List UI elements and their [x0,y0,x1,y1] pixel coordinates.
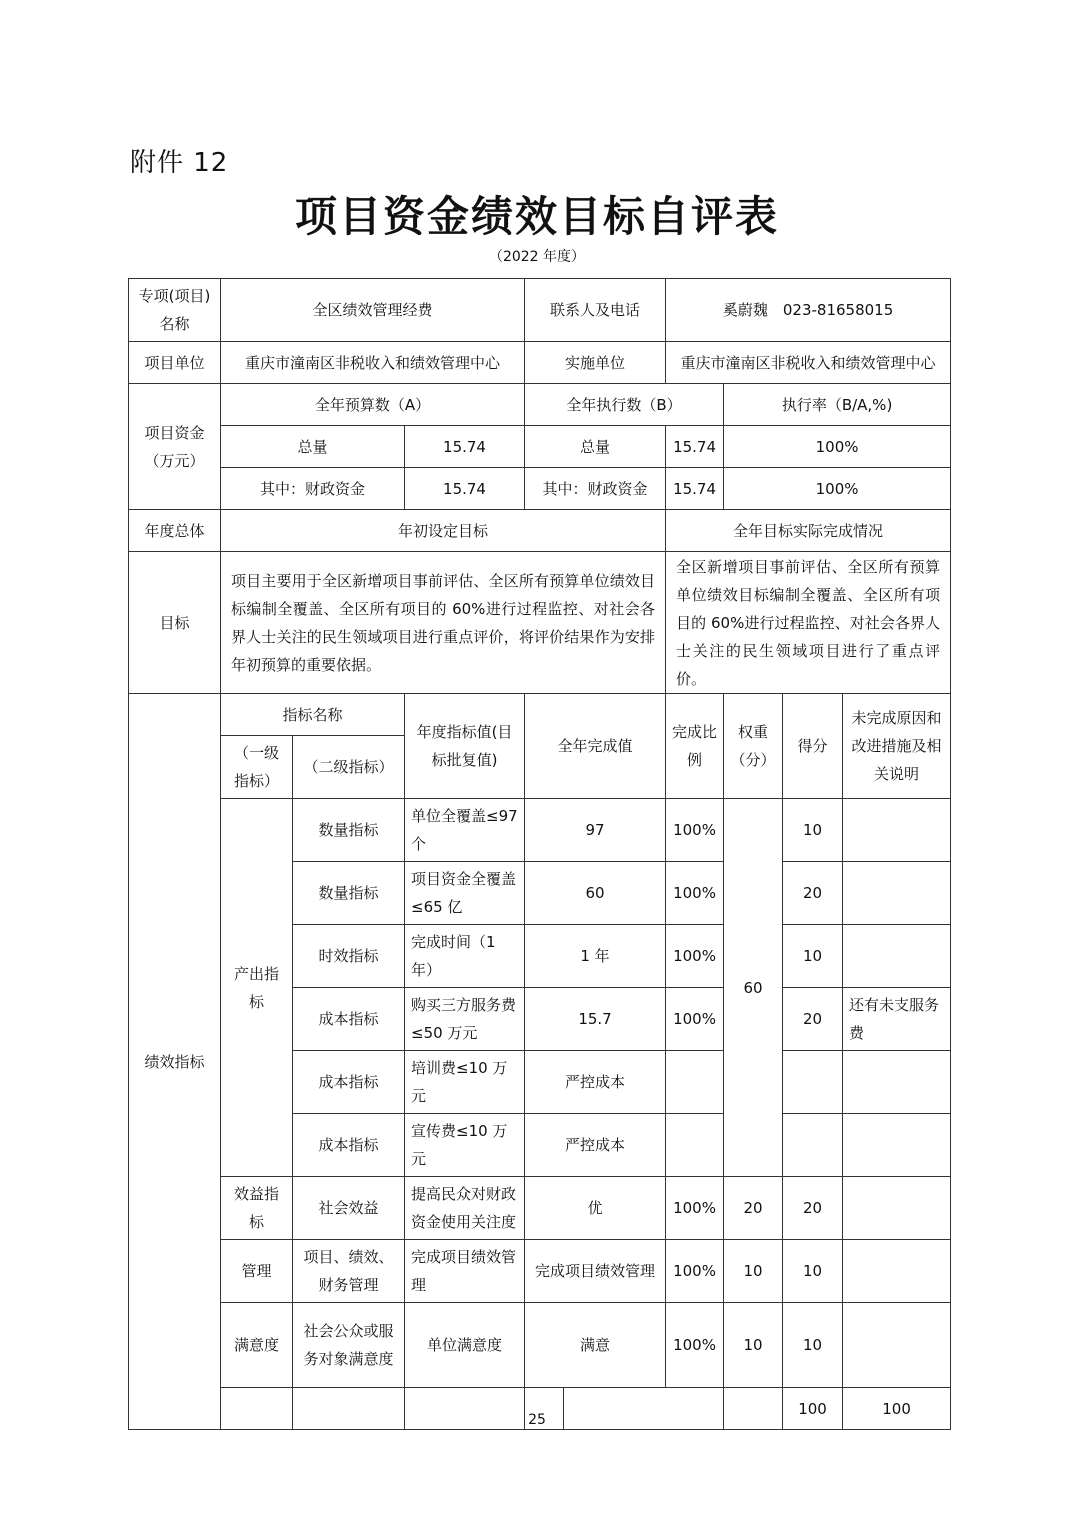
ratio-cell [666,1051,724,1114]
indicator-name-header: 指标名称 [221,694,405,736]
table-row [129,510,951,552]
target-cell: 项目资金全覆盖≤65 亿 [405,862,525,925]
level2-cell: 社会效益 [293,1177,405,1240]
target-cell: 完成项目绩效管理 [405,1240,525,1303]
level2-cell: 时效指标 [293,925,405,988]
ratio-cell: 100% [666,1240,724,1303]
value-cell: 15.7 [525,988,666,1051]
level2-cell: 社会公众或服务对象满意度 [293,1303,405,1388]
budget-header: 全年预算数（A） [221,384,525,426]
value-cell: 完成项目绩效管理 [525,1240,666,1303]
level2-cell: 成本指标 [293,988,405,1051]
table-row [129,279,951,342]
weight-cell: 20 [724,1177,783,1240]
project-name-value: 全区绩效管理经费 [221,279,525,342]
score-cell: 10 [783,925,843,988]
level1-header: （一级指标） [221,736,293,799]
score-cell: 20 [783,862,843,925]
reason-cell [843,1177,951,1240]
rate-header: 执行率（B/A,%) [724,384,951,426]
target-cell: 培训费≤10 万元 [405,1051,525,1114]
ratio-cell: 100% [666,1177,724,1240]
reason-cell [843,862,951,925]
ratio-cell [666,1114,724,1177]
table-row [129,694,951,736]
ratio-header: 完成比例 [666,694,724,799]
table-row [129,1177,951,1240]
reason-cell [843,1051,951,1114]
target-header: 年度指标值(目标批复值) [405,694,525,799]
table-row [129,1240,951,1303]
value-cell: 严控成本 [525,1051,666,1114]
value-cell: 严控成本 [525,1114,666,1177]
level2-cell: 数量指标 [293,799,405,862]
score-cell: 20 [783,1177,843,1240]
fiscal-budget: 15.74 [405,468,525,510]
impl-unit-value: 重庆市潼南区非税收入和绩效管理中心 [666,342,951,384]
actual-goal-header: 全年目标实际完成情况 [666,510,951,552]
benefit-indicator-label: 效益指标 [221,1177,293,1240]
total-label: 总量 [221,426,405,468]
value-cell: 1 年 [525,925,666,988]
ratio-cell: 100% [666,862,724,925]
fiscal-rate: 100% [724,468,951,510]
weight-header: 权重（分） [724,694,783,799]
target-cell: 提高民众对财政资金使用关注度 [405,1177,525,1240]
value-cell: 优 [525,1177,666,1240]
fiscal-exec: 15.74 [666,468,724,510]
reason-cell: 还有未支服务费 [843,988,951,1051]
page-number: 25 [528,1412,546,1428]
score-cell [783,1114,843,1177]
contact-value: 奚蔚魏 023-81658015 [666,279,951,342]
table-row [129,799,951,862]
table-row [129,342,951,384]
target-cell: 宣传费≤10 万元 [405,1114,525,1177]
total-rate: 100% [724,426,951,468]
initial-goal-header: 年初设定目标 [221,510,666,552]
impl-unit-label: 实施单位 [525,342,666,384]
actual-goal-text: 全区新增项目事前评估、全区所有预算单位绩效目标编制全覆盖、全区所有项目的 60%进行过程监控、对社会各界人士关注的民生领域项目进行了重点评价。 [666,552,951,694]
contact-label: 联系人及电话 [525,279,666,342]
score-cell: 20 [783,988,843,1051]
score-cell: 10 [783,799,843,862]
reason-cell [843,1114,951,1177]
level2-cell: 成本指标 [293,1114,405,1177]
value-cell: 满意 [525,1303,666,1388]
project-name-label: 专项(项目)名称 [129,279,221,342]
score-cell [783,1051,843,1114]
ratio-cell: 100% [666,1303,724,1388]
satisfaction-indicator-label: 满意度 [221,1303,293,1388]
goal-label: 目标 [129,552,221,694]
exec-header: 全年执行数（B） [525,384,724,426]
project-unit-value: 重庆市潼南区非税收入和绩效管理中心 [221,342,525,384]
value-cell: 60 [525,862,666,925]
score-cell: 10 [783,1303,843,1388]
weight-cell: 10 [724,1303,783,1388]
output-weight-cell: 60 [724,799,783,1177]
initial-goal-text: 项目主要用于全区新增项目事前评估、全区所有预算单位绩效目标编制全覆盖、全区所有项目的 60%进行过程监控、对社会各界人士关注的民生领域项目进行重点评价，将评价结果作为安排年初预算的重要依据。 [221,552,666,694]
table-row [129,468,951,510]
total-budget: 15.74 [405,426,525,468]
goal-label-top: 年度总体 [129,510,221,552]
reason-cell [843,925,951,988]
score-cell: 10 [783,1240,843,1303]
table-row [129,552,951,694]
level2-cell: 成本指标 [293,1051,405,1114]
project-unit-label: 项目单位 [129,342,221,384]
fiscal-label: 其中：财政资金 [221,468,405,510]
table-row [129,1303,951,1388]
value-header: 全年完成值 [525,694,666,799]
table-row [129,426,951,468]
reason-header: 未完成原因和改进措施及相关说明 [843,694,951,799]
target-cell: 完成时间（1 年） [405,925,525,988]
target-cell: 购买三方服务费≤50 万元 [405,988,525,1051]
weight-cell: 10 [724,1240,783,1303]
total-exec: 15.74 [666,426,724,468]
evaluation-table [128,278,951,1430]
year-label: （2022 年度） [488,249,586,265]
reason-cell [843,1303,951,1388]
table-row [129,384,951,426]
level2-cell: 项目、绩效、财务管理 [293,1240,405,1303]
reason-cell [843,799,951,862]
funds-label: 项目资金（万元） [129,384,221,510]
value-cell: 97 [525,799,666,862]
fiscal-exec-label: 其中：财政资金 [525,468,666,510]
level2-cell: 数量指标 [293,862,405,925]
manage-indicator-label: 管理 [221,1240,293,1303]
attachment-label: 附件 12 [130,148,229,178]
level2-header: （二级指标） [293,736,405,799]
score-header: 得分 [783,694,843,799]
total-exec-label: 总量 [525,426,666,468]
target-cell: 单位满意度 [405,1303,525,1388]
reason-cell [843,1240,951,1303]
ratio-cell: 100% [666,988,724,1051]
output-indicator-label: 产出指标 [221,799,293,1177]
total-weight-cell: 100 [783,1388,843,1430]
target-cell: 单位全覆盖≤97 个 [405,799,525,862]
ratio-cell: 100% [666,799,724,862]
perf-label: 绩效指标 [129,694,221,1430]
ratio-cell: 100% [666,925,724,988]
total-score-cell: 100 [843,1388,951,1430]
page-title: 项目资金绩效目标自评表 [294,192,779,241]
